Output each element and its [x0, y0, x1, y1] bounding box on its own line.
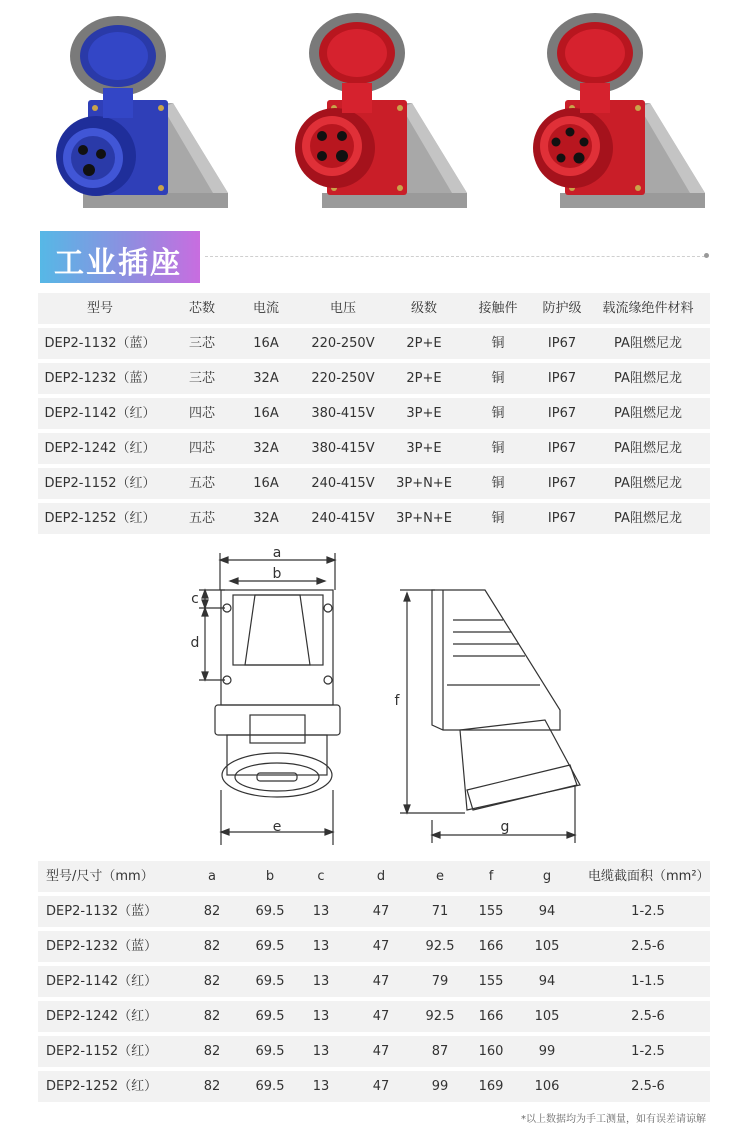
socket-icon-red-5 — [510, 8, 710, 218]
table-cell: 220-250V — [311, 336, 375, 351]
table-cell: 87 — [431, 1044, 449, 1059]
table-cell: 166 — [478, 939, 504, 954]
table-cell: 92.5 — [425, 939, 455, 954]
table-cell: 2P+E — [406, 371, 442, 386]
table-cell: 82 — [203, 904, 221, 919]
table-cell: DEP2-1252（红） — [44, 511, 156, 526]
table-header-cell: 接触件 — [478, 301, 518, 316]
table-cell: DEP2-1152（红） — [44, 476, 156, 491]
table-cell: 铜 — [491, 406, 505, 421]
table-cell: PA阻燃尼龙 — [614, 406, 682, 421]
table-cell: 13 — [312, 974, 330, 989]
table-header-row — [38, 861, 710, 892]
table-cell: 五芯 — [188, 511, 215, 526]
table-cell: DEP2-1152（红） — [46, 1044, 158, 1059]
table-cell: IP67 — [547, 336, 577, 351]
table-row — [38, 1036, 710, 1067]
dim-label-g: g — [500, 819, 510, 835]
table-row — [38, 468, 710, 499]
table-cell: DEP2-1142（红） — [44, 406, 156, 421]
table-cell: 169 — [478, 1079, 504, 1094]
table-cell: 79 — [431, 974, 449, 989]
table-cell: 82 — [203, 974, 221, 989]
table-cell: 32A — [253, 441, 279, 456]
table-header-cell: 级数 — [410, 301, 437, 316]
table-header-cell: 电压 — [329, 301, 356, 316]
table-cell: 99 — [431, 1079, 449, 1094]
table-cell: 105 — [534, 1009, 560, 1024]
table-cell: 71 — [431, 904, 449, 919]
socket-icon-blue — [33, 8, 233, 218]
table-header-cell: 电流 — [252, 301, 279, 316]
table-cell: DEP2-1242（红） — [46, 1009, 158, 1024]
table-cell: IP67 — [547, 441, 577, 456]
table-cell: 铜 — [491, 511, 505, 526]
table-cell: 160 — [478, 1044, 504, 1059]
table-cell: PA阻燃尼龙 — [614, 336, 682, 351]
table-cell: 16A — [253, 406, 279, 421]
table-cell: 82 — [203, 939, 221, 954]
table-cell: 13 — [312, 1079, 330, 1094]
table-cell: 105 — [534, 939, 560, 954]
table-cell: 47 — [372, 1044, 390, 1059]
table-row — [38, 896, 710, 927]
table-cell: 99 — [538, 1044, 556, 1059]
table-cell: 220-250V — [311, 371, 375, 386]
table-cell: 69.5 — [255, 939, 285, 954]
table-cell: 47 — [372, 1009, 390, 1024]
table-cell: 铜 — [491, 371, 505, 386]
table-cell: 69.5 — [255, 1044, 285, 1059]
table-cell: IP67 — [547, 476, 577, 491]
table-cell: 240-415V — [311, 476, 375, 491]
table-row — [38, 1071, 710, 1102]
table-cell: 47 — [372, 939, 390, 954]
table-cell: IP67 — [547, 511, 577, 526]
table-cell: 92.5 — [425, 1009, 455, 1024]
table-cell: 380-415V — [311, 406, 375, 421]
table-cell: 2P+E — [406, 336, 442, 351]
table-cell: IP67 — [547, 406, 577, 421]
table-cell: 166 — [478, 1009, 504, 1024]
table-cell: 69.5 — [255, 974, 285, 989]
table-cell: 47 — [372, 904, 390, 919]
table-cell: 铜 — [491, 336, 505, 351]
table-cell: 1-1.5 — [631, 974, 665, 989]
dim-label-f: f — [394, 693, 400, 709]
footnote: *以上数据均为手工测量，如有误差请谅解 — [521, 1114, 706, 1125]
table-cell: DEP2-1232（蓝） — [46, 939, 158, 954]
dimension-drawing — [185, 545, 595, 845]
table-cell: DEP2-1132（蓝） — [44, 336, 156, 351]
table-cell: 380-415V — [311, 441, 375, 456]
table-cell: 47 — [372, 974, 390, 989]
divider — [205, 256, 705, 257]
table-cell: 69.5 — [255, 1009, 285, 1024]
table-cell: PA阻燃尼龙 — [614, 441, 682, 456]
table-row — [38, 328, 710, 359]
table-row — [38, 433, 710, 464]
table-header-cell: 载流缘绝件材料 — [602, 301, 694, 316]
table-cell: DEP2-1252（红） — [46, 1079, 158, 1094]
dim-label-c: c — [191, 591, 199, 607]
table-cell: 三芯 — [188, 336, 215, 351]
table-cell: 13 — [312, 939, 330, 954]
table-header-cell: 芯数 — [188, 301, 215, 316]
socket-icon-red-4 — [272, 8, 472, 218]
table-cell: 69.5 — [255, 1079, 285, 1094]
table-cell: 铜 — [491, 476, 505, 491]
table-header-cell: d — [376, 869, 386, 884]
table-cell: 3P+E — [406, 441, 442, 456]
table-cell: 3P+N+E — [396, 511, 452, 526]
table-cell: 16A — [253, 476, 279, 491]
table-cell: 四芯 — [188, 441, 215, 456]
table-cell: PA阻燃尼龙 — [614, 511, 682, 526]
table-cell: 155 — [478, 974, 504, 989]
table-cell: 3P+E — [406, 406, 442, 421]
table-cell: 240-415V — [311, 511, 375, 526]
table-cell: 四芯 — [188, 406, 215, 421]
table-cell: 94 — [538, 974, 556, 989]
table-cell: 2.5-6 — [631, 1079, 665, 1094]
table-row — [38, 1001, 710, 1032]
table-header-cell: e — [436, 869, 444, 884]
table-cell: PA阻燃尼龙 — [614, 476, 682, 491]
table-cell: 94 — [538, 904, 556, 919]
table-row — [38, 398, 710, 429]
table-cell: 32A — [253, 371, 279, 386]
table-cell: 82 — [203, 1044, 221, 1059]
table-cell: 1-2.5 — [631, 1044, 665, 1059]
table-header-row — [38, 293, 710, 324]
table-cell: 82 — [203, 1079, 221, 1094]
table-cell: 16A — [253, 336, 279, 351]
table-cell: 13 — [312, 1044, 330, 1059]
dim-label-a: a — [272, 545, 282, 561]
dim-label-b: b — [272, 566, 282, 582]
table-cell: 155 — [478, 904, 504, 919]
table-cell: 铜 — [491, 441, 505, 456]
table-cell: 2.5-6 — [631, 1009, 665, 1024]
table-cell: PA阻燃尼龙 — [614, 371, 682, 386]
table-cell: 2.5-6 — [631, 939, 665, 954]
table-cell: 13 — [312, 904, 330, 919]
table-row — [38, 931, 710, 962]
table-header-cell: f — [488, 869, 494, 884]
product-image-red-5 — [510, 8, 710, 218]
table-header-cell: 型号/尺寸（mm） — [46, 869, 154, 884]
table-cell: 1-2.5 — [631, 904, 665, 919]
divider-dot — [704, 253, 709, 258]
table-cell: 13 — [312, 1009, 330, 1024]
table-cell: 32A — [253, 511, 279, 526]
table-cell: 三芯 — [188, 371, 215, 386]
table-header-cell: 电缆截面积（mm²） — [588, 869, 710, 884]
table-header-cell: c — [317, 869, 325, 884]
table-cell: DEP2-1142（红） — [46, 974, 158, 989]
table-row — [38, 966, 710, 997]
product-image-red-4 — [272, 8, 472, 218]
table-header-cell: 型号 — [86, 301, 113, 316]
table-cell: 82 — [203, 1009, 221, 1024]
table-cell: DEP2-1232（蓝） — [44, 371, 156, 386]
table-cell: 47 — [372, 1079, 390, 1094]
table-cell: 69.5 — [255, 904, 285, 919]
table-header-cell: 防护级 — [542, 301, 582, 316]
dim-label-e: e — [272, 819, 282, 835]
table-cell: 106 — [534, 1079, 560, 1094]
table-row — [38, 503, 710, 534]
table-cell: 3P+N+E — [396, 476, 452, 491]
product-image-blue — [33, 8, 233, 218]
table-row — [38, 363, 710, 394]
table-cell: IP67 — [547, 371, 577, 386]
dim-label-d: d — [190, 635, 200, 651]
table-cell: 五芯 — [188, 476, 215, 491]
table-cell: DEP2-1242（红） — [44, 441, 156, 456]
table-header-cell: a — [208, 869, 216, 884]
section-title: 工业插座 — [54, 246, 182, 281]
table-cell: DEP2-1132（蓝） — [46, 904, 158, 919]
table-header-cell: g — [542, 869, 552, 884]
table-header-cell: b — [265, 869, 275, 884]
